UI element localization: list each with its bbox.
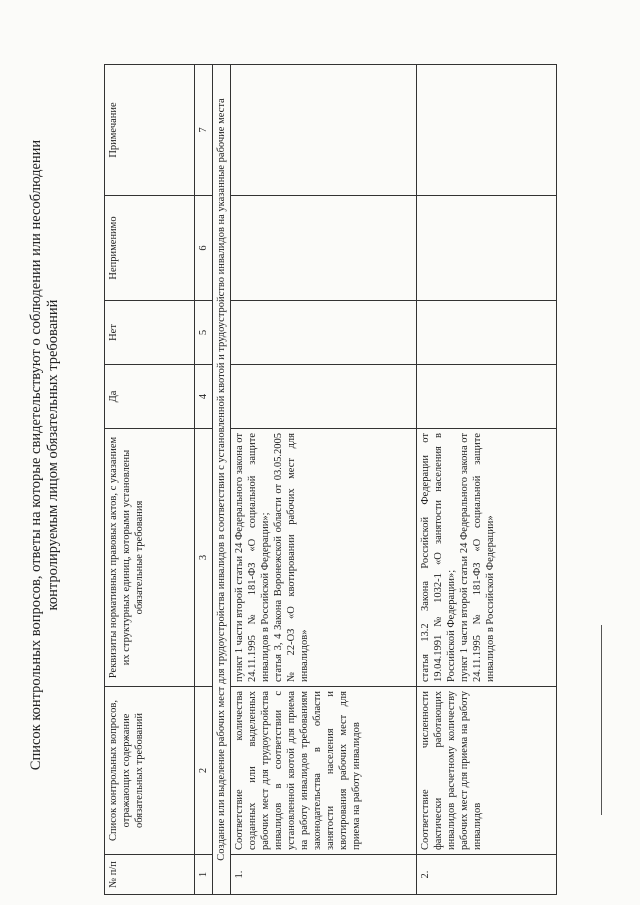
- row-number: 1.: [231, 855, 417, 895]
- answer-not-applicable-cell[interactable]: [417, 196, 557, 301]
- legal-requisites: [231, 429, 417, 687]
- table-row: [231, 65, 417, 895]
- title-line-2: контролируемым лицом обязательных требований: [45, 299, 61, 611]
- answer-no-cell[interactable]: [231, 301, 417, 365]
- note-cell[interactable]: [417, 65, 557, 196]
- control-question: Соответствие численности фактически работающих инвалидов расчетному количеству рабочих мест для приема на работу инвалидов: [417, 687, 557, 855]
- legal-requisites: [417, 429, 557, 687]
- answer-yes-cell[interactable]: [231, 365, 417, 429]
- header-note: Примечание: [105, 65, 195, 196]
- note-cell[interactable]: [231, 65, 417, 196]
- section-title: Создание или выделение рабочих мест для трудоустройства инвалидов в соответствии с установленной квотой и трудоустройство инвалидов на указанные рабочие места: [213, 65, 231, 895]
- header-requisites: Реквизиты нормативных правовых актов, с указанием их структурных единиц, которыми установлены обязательные требования: [105, 429, 195, 687]
- footnote-divider: [601, 625, 602, 815]
- header-yes: Да: [105, 365, 195, 429]
- header-no: Нет: [105, 301, 195, 365]
- document-title: [28, 45, 62, 865]
- header-not-applicable: Неприменимо: [105, 196, 195, 301]
- column-number: 6: [195, 196, 213, 301]
- title-line-1: Список контрольных вопросов, ответы на которые свидетельствуют о соблюдении или несоблюдении: [28, 139, 44, 771]
- column-number: 7: [195, 65, 213, 196]
- answer-yes-cell[interactable]: [417, 365, 557, 429]
- control-question: Соответствие количества созданных или выделенных рабочих мест для трудоустройства инвалидов в соответствии с установленной квотой для приема на работу инвалидов требованиям законодательства в области занятости населения и квотирования рабочих мест для приема на работу инвалидов: [231, 687, 417, 855]
- requisite-item: статья 13.2 Закона Российской Федерации от 19.04.1991 № 1032-1 «О занятости населения в Российской Федерации»;: [420, 433, 457, 682]
- header-row: [105, 65, 195, 895]
- column-number: 3: [195, 429, 213, 687]
- column-number: 4: [195, 365, 213, 429]
- checklist-table: [104, 64, 557, 895]
- answer-not-applicable-cell[interactable]: [231, 196, 417, 301]
- requisite-item: пункт 1 части второй статьи 24 Федерального закона от 24.11.1995 № 181-ФЗ «О социальной защите инвалидов в Российской Федерации»: [459, 433, 496, 682]
- answer-no-cell[interactable]: [417, 301, 557, 365]
- requisite-item: статья 3, 4 Закона Воронежской области от 03.05.2005 № 22-ОЗ «О квотировании рабочих мест для инвалидов»: [273, 433, 310, 682]
- column-number: 1: [195, 855, 213, 895]
- table-row: [417, 65, 557, 895]
- header-num: № п/п: [105, 855, 195, 895]
- header-questions: Список контрольных вопросов, отражающих содержание обязательных требований: [105, 687, 195, 855]
- requisite-item: пункт 1 части второй статьи 24 Федерального закона от 24.11.1995 № 181-ФЗ «О социальной защите инвалидов в Российской Федерации»;: [234, 433, 271, 682]
- column-number-row: [195, 65, 213, 895]
- row-number: 2.: [417, 855, 557, 895]
- section-row: [213, 65, 231, 895]
- column-number: 2: [195, 687, 213, 855]
- column-number: 5: [195, 301, 213, 365]
